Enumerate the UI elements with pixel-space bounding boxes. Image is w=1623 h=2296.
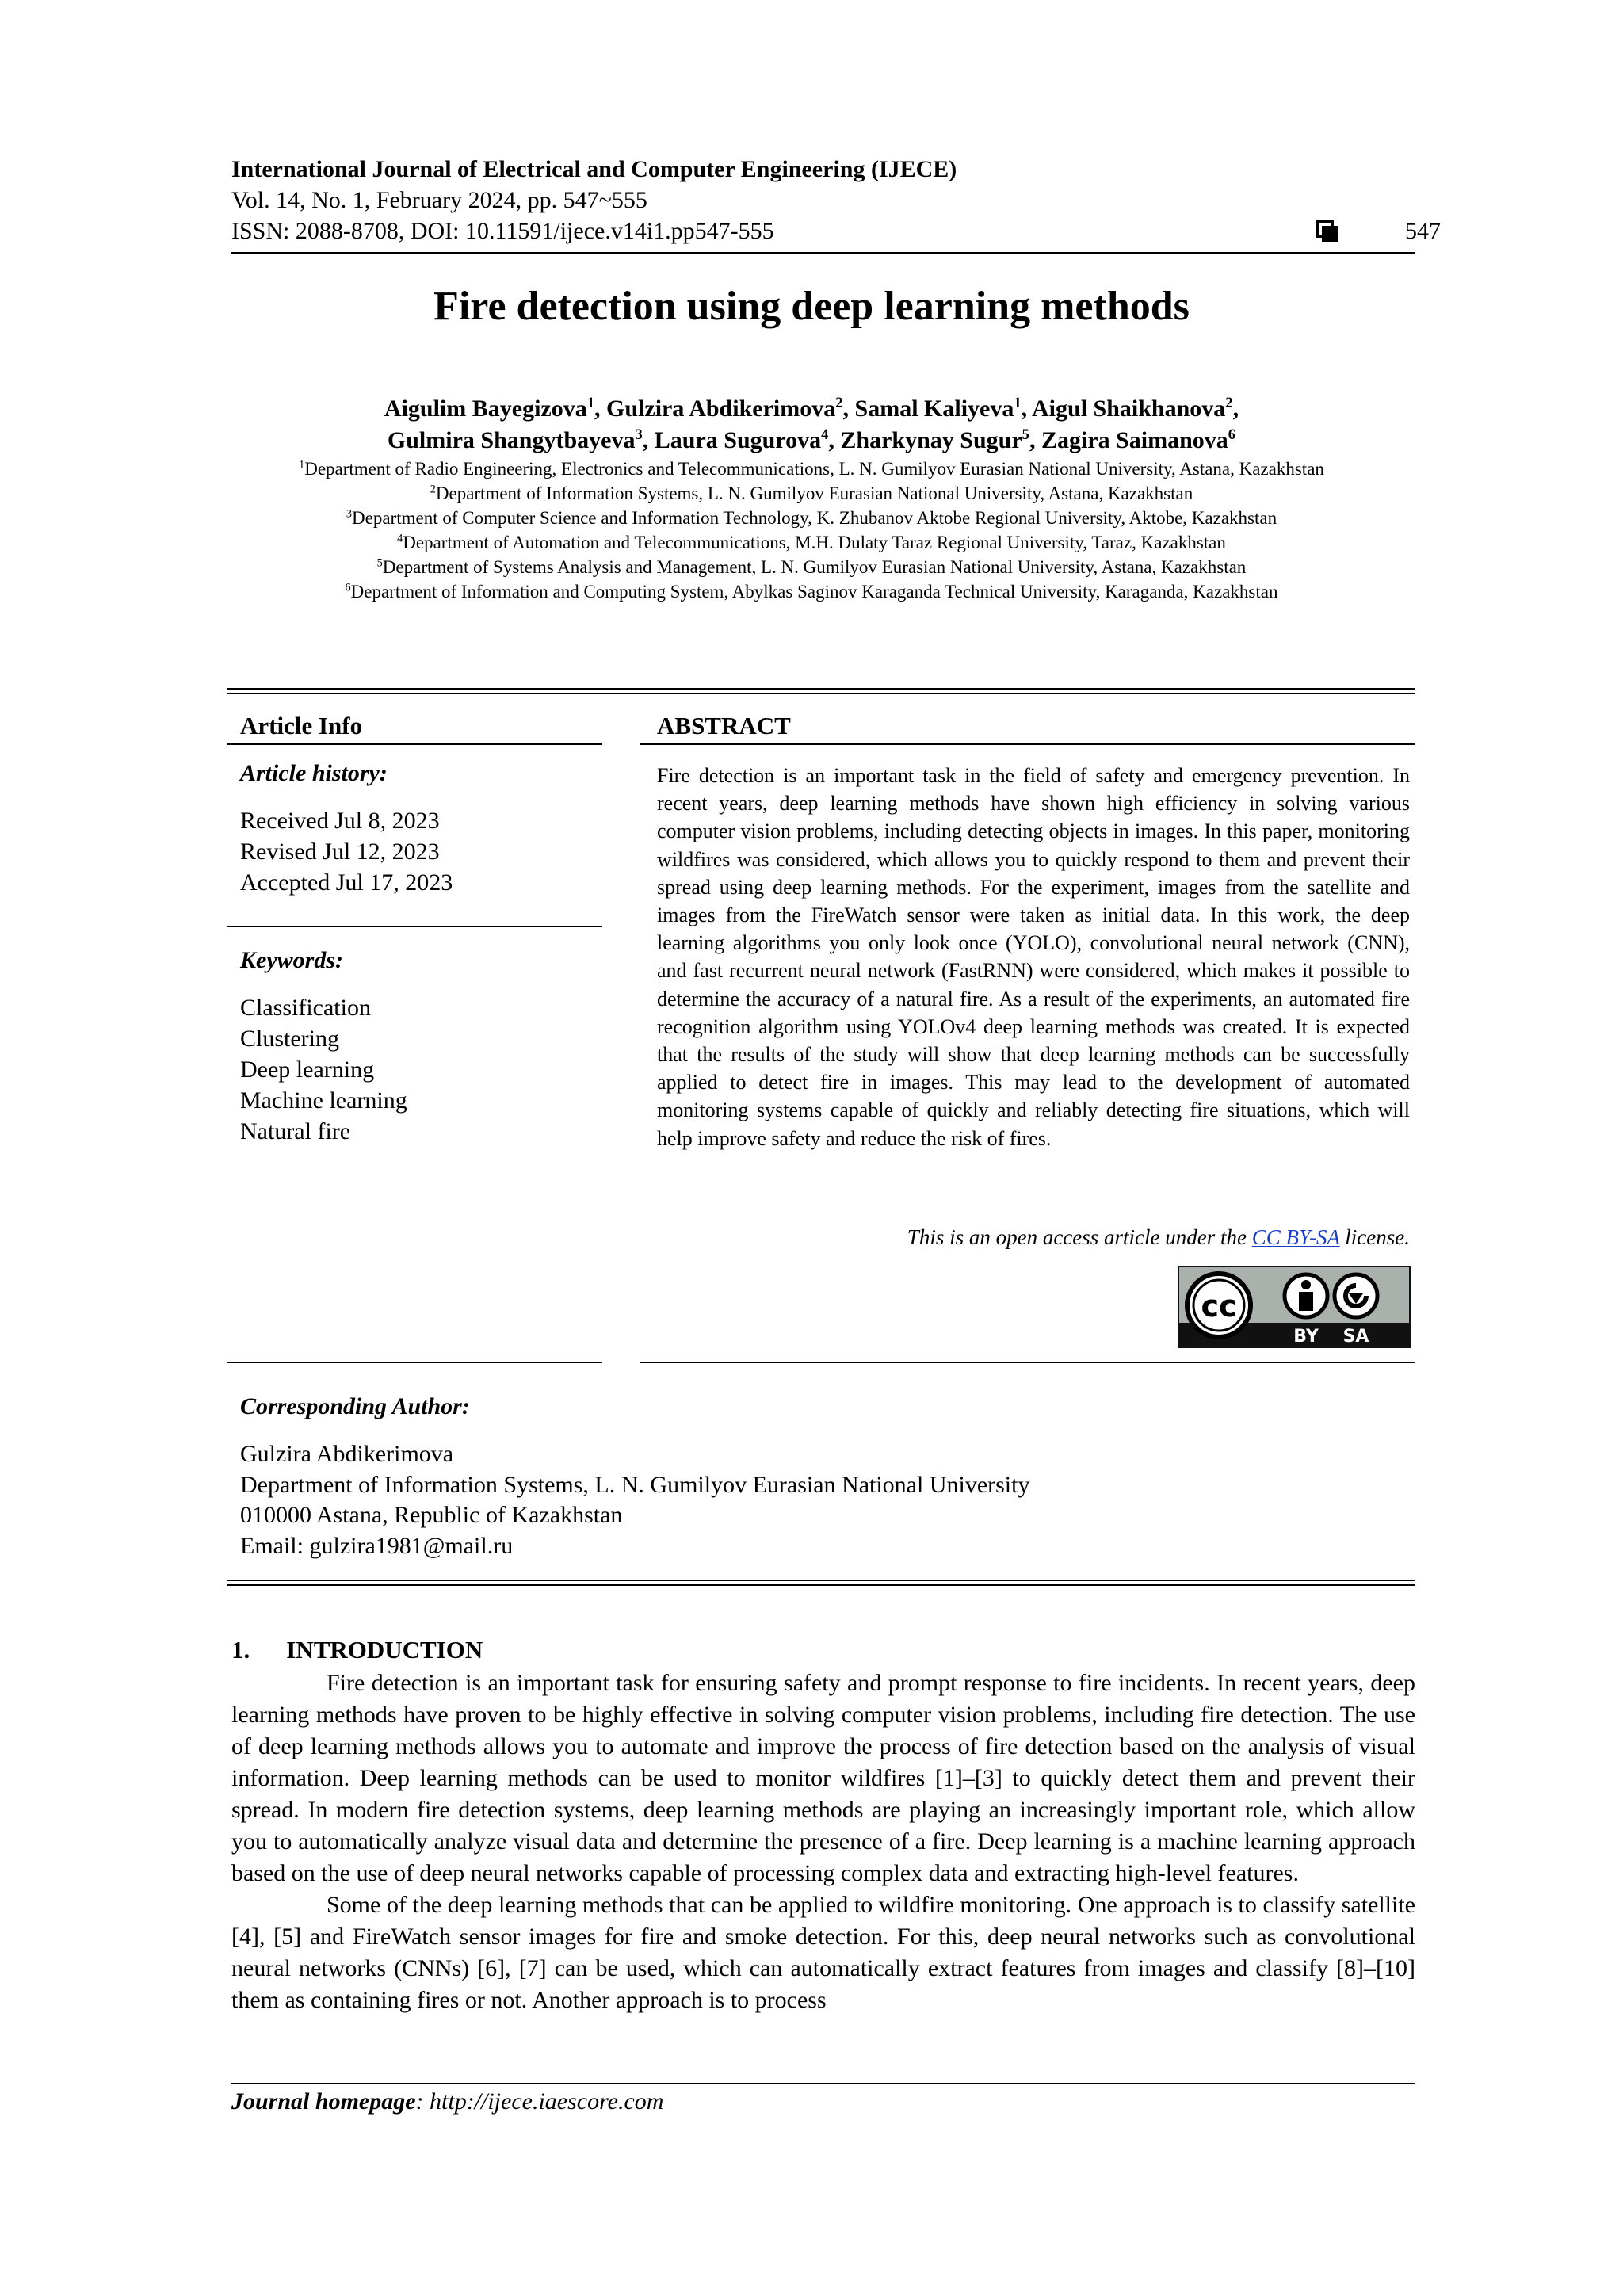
- author: Aigulim Bayegizova: [384, 395, 587, 422]
- corresponding-heading: Corresponding Author:: [240, 1393, 470, 1419]
- author: Aigul Shaikhanova: [1032, 395, 1226, 422]
- author-sup: 5: [1022, 426, 1029, 443]
- affiliation-sup: 2: [430, 483, 436, 496]
- journal-name: International Journal of Electrical and Computer Engineering (IJECE): [231, 156, 957, 182]
- abstract-bottom-rule: [640, 1362, 1415, 1363]
- page-number: 547: [1405, 218, 1441, 244]
- affiliation-sup: 6: [345, 581, 351, 594]
- affiliation-list: [262, 457, 1361, 604]
- author-sup: 1: [1014, 395, 1022, 411]
- author: Laura Sugurova: [654, 427, 822, 453]
- author-sup: 3: [635, 426, 643, 443]
- article-info-bottom-rule: [227, 1362, 602, 1363]
- article-info-rule: [227, 743, 602, 745]
- article-history-heading: Article history:: [240, 760, 388, 786]
- info-top-rule: [227, 693, 1415, 694]
- author: Samal Kaliyeva: [854, 395, 1014, 422]
- checkbox-square-icon: [1316, 220, 1334, 238]
- info-bottom-rule: [227, 1580, 1415, 1581]
- affiliation-sup: 1: [299, 458, 305, 472]
- affiliation-text: Department of Automation and Telecommunications, M.H. Dulaty Taraz Regional University, Taraz, Kazakhstan: [403, 533, 1226, 552]
- affiliation-text: Department of Systems Analysis and Management, L. N. Gumilyov Eurasian National University, Astana, Kazakhstan: [382, 557, 1247, 577]
- affiliation: [262, 555, 1361, 579]
- open-access-prefix: This is an open access article under the: [907, 1225, 1252, 1249]
- affiliation-text: Department of Information and Computing System, Abylkas Saginov Karaganda Technical University, Karaganda, Kazakhstan: [350, 582, 1278, 602]
- header-rule: [231, 252, 1415, 254]
- open-access-note: [657, 1224, 1410, 1251]
- history-divider: [227, 926, 602, 927]
- open-access-suffix: license.: [1339, 1225, 1410, 1249]
- article-info-heading: Article Info: [240, 712, 363, 739]
- sa-label: SA: [1342, 1327, 1369, 1347]
- paragraph: Fire detection is an important task for ensuring safety and prompt response to fire incidents. In recent years, deep learning methods have proven to be highly effective in solving computer vision problems, including fire detection. The use of deep learning methods allows you to automate and improve the process of fire detection based on the analysis of visual information. Deep learning methods can be used to monitor wildfires [1]–[3] to quickly detect them and prevent their spread. In modern fire detection systems, deep learning methods are playing an increasingly important role, which allow you to automatically analyze visual data and determine the presence of a fire. Deep learning is a machine learning approach based on the use of deep neural networks capable of processing complex data and extracting high-level features.: [231, 1670, 1415, 1886]
- introduction-heading: [231, 1635, 483, 1665]
- author-sup: 4: [821, 426, 829, 443]
- footer-rule: [231, 2083, 1415, 2084]
- keyword: Classification: [240, 995, 371, 1021]
- introduction-body: [231, 1668, 1415, 2016]
- keywords-list: [240, 992, 407, 1147]
- volume-info: Vol. 14, No. 1, February 2024, pp. 547~555: [231, 187, 647, 213]
- affiliation-text: Department of Computer Science and Information Technology, K. Zhubanov Aktobe Regional University, Aktobe, Kazakhstan: [352, 508, 1277, 528]
- section-number: 1.: [231, 1636, 250, 1664]
- affiliation-sup: 5: [376, 556, 383, 570]
- author-line-2: Gulmira Shangytbayeva$^3$, Laura Sugurova$^4$, Zharkynay Sugur$^5$, Zagira Saimanova$^6$: [387, 426, 1236, 453]
- author: Zagira Saimanova: [1041, 427, 1228, 453]
- corresponding-author: [240, 1392, 1029, 1561]
- author: Gulmira Shangytbayeva: [387, 427, 636, 453]
- author: Zharkynay Sugur: [840, 427, 1022, 453]
- affiliation: [262, 481, 1361, 506]
- section-title: INTRODUCTION: [286, 1636, 483, 1664]
- abstract-rule: [640, 743, 1415, 745]
- abstract-heading: ABSTRACT: [657, 712, 791, 739]
- author-line-1: Aigulim Bayegizova$^1$, Gulzira Abdikerimova$^2$, Samal Kaliyeva$^1$, Aigul Shaikhanova$^2$,: [384, 395, 1239, 422]
- by-label: BY: [1293, 1327, 1319, 1347]
- keyword: Natural fire: [240, 1118, 351, 1144]
- affiliation: [262, 457, 1361, 481]
- keyword: Clustering: [240, 1026, 339, 1052]
- info-bottom-rule: [227, 1584, 1415, 1586]
- affiliation-text: Department of Information Systems, L. N. Gumilyov Eurasian National University, Astana, Kazakhstan: [435, 483, 1193, 503]
- author-sup: 6: [1228, 426, 1236, 443]
- homepage-label: Journal homepage: [231, 2088, 416, 2115]
- history-accepted: Accepted Jul 17, 2023: [240, 869, 453, 896]
- corresponding-name: Gulzira Abdikerimova: [240, 1441, 454, 1467]
- author-sup: 2: [1225, 395, 1233, 411]
- paper-title: Fire detection using deep learning methods: [433, 284, 1190, 329]
- abstract-text: Fire detection is an important task in the field of safety and emergency prevention. In recent years, deep learning methods have shown high efficiency in solving various computer vision problems, including detecting objects in images. In this paper, monitoring wildfires was considered, which allows you to quickly respond to them and prevent their spread using deep learning methods. For the experiment, images from the satellite and images from the FireWatch sensor were taken as initial data. In this work, the deep learning algorithms you only look once (YOLO), convolutional neural network (CNN), and fast recurrent neural network (FastRNN) were considered, which makes it possible to determine the accuracy of a natural fire. As a result of the experiments, an automated fire recognition algorithm using YOLOv4 deep learning methods was created. It is expected that the results of the study will show that deep learning methods can be successfully applied to detect fire in images. This may lead to the development of automated monitoring systems capable of quickly and reliably detecting fire situations, which will help improve safety and reduce the risk of fires.: [657, 764, 1410, 1150]
- corresponding-email[interactable]: Email: gulzira1981@mail.ru: [240, 1532, 514, 1559]
- cc-badge-icons: [1179, 1267, 1409, 1347]
- author-list: [0, 393, 1623, 457]
- keyword: Machine learning: [240, 1087, 407, 1114]
- affiliation: [262, 579, 1361, 604]
- article-history-list: [240, 805, 453, 898]
- keywords-heading: Keywords:: [240, 947, 343, 973]
- history-received: Received Jul 8, 2023: [240, 808, 440, 834]
- info-top-rule: [227, 688, 1415, 690]
- keyword: Deep learning: [240, 1056, 375, 1083]
- issn-doi: ISSN: 2088-8708, DOI: 10.11591/ijece.v14i1.pp547-555: [231, 218, 774, 244]
- affiliation-sup: 4: [397, 532, 403, 545]
- affiliation-sup: 3: [346, 507, 353, 521]
- author-sup: 1: [586, 395, 595, 411]
- affiliation-text: Department of Radio Engineering, Electronics and Telecommunications, L. N. Gumilyov Eurasian National University, Astana, Kazakhstan: [304, 459, 1324, 479]
- affiliation: [262, 506, 1361, 530]
- cc-by-sa-badge[interactable]: [1178, 1266, 1411, 1348]
- cc-label: cc: [1201, 1289, 1237, 1324]
- author-sup: 2: [835, 395, 843, 411]
- corresponding-department: Department of Information Systems, L. N. Gumilyov Eurasian National University: [240, 1471, 1030, 1498]
- affiliation: [262, 530, 1361, 555]
- paragraph: Some of the deep learning methods that can be applied to wildfire monitoring. One approach is to classify satellite [4], [5] and FireWatch sensor images for fire and smoke detection. For this, deep neural networks such as convolutional neural networks (CNNs) [6], [7] can be used, which can automatically extract features from images and classify [8]–[10] them as containing fires or not. Another approach is to process: [231, 1892, 1415, 2013]
- license-link[interactable]: CC BY-SA: [1251, 1225, 1340, 1249]
- history-revised: Revised Jul 12, 2023: [240, 839, 440, 865]
- author: Gulzira Abdikerimova: [606, 395, 836, 422]
- homepage-url[interactable]: : http://ijece.iaescore.com: [415, 2088, 664, 2115]
- corresponding-address: 010000 Astana, Republic of Kazakhstan: [240, 1502, 623, 1528]
- journal-homepage: [231, 2088, 663, 2116]
